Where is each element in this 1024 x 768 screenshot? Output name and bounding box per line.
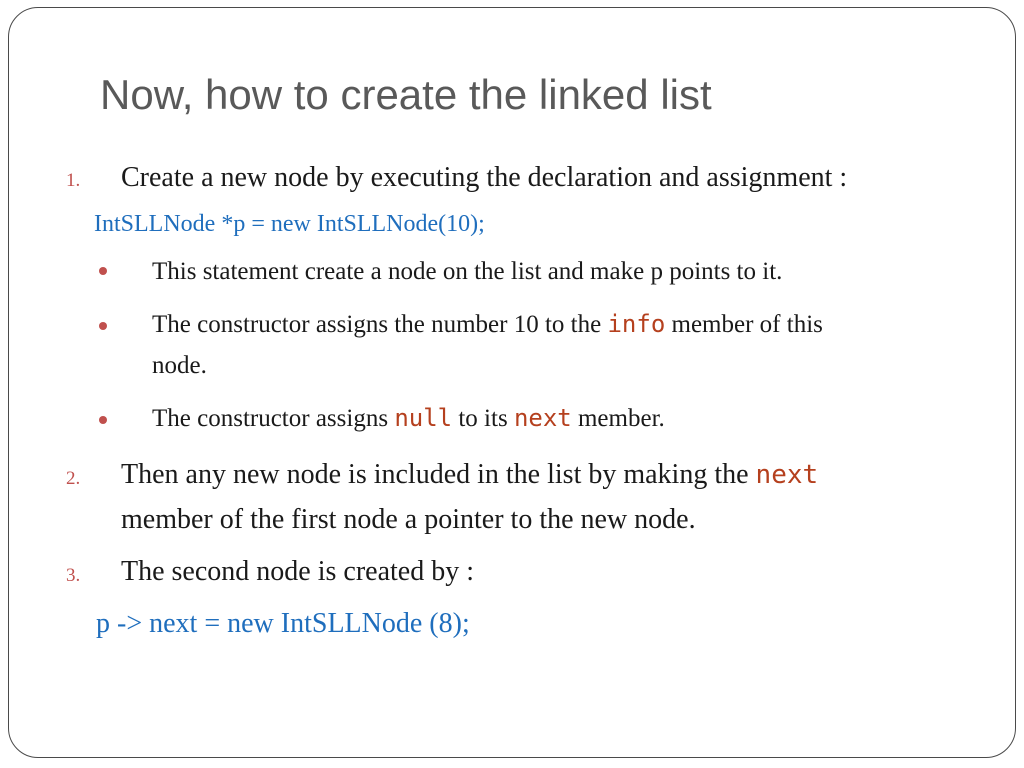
item-number-3: 3.: [66, 565, 81, 586]
keyword-next: next: [513, 404, 572, 432]
bullet-text-3-after: member.: [577, 405, 665, 432]
slide-title: Now, how to create the linked list: [100, 71, 712, 118]
keyword-next-2: next: [755, 460, 819, 490]
bullet-text-3: [152, 404, 665, 433]
code-line-1: IntSLLNode *p = new IntSLLNode(10);: [94, 211, 485, 237]
bullet-text-2-line1: [152, 310, 823, 339]
bullet-dot-3: [99, 416, 107, 424]
bullet-text-1: This statement create a node on the list and make p points to it.: [152, 258, 783, 285]
bullet-text-2-after: member of this: [671, 311, 823, 338]
item-number-1: 1.: [66, 170, 81, 191]
item-number-2: 2.: [66, 468, 81, 489]
item-text-2-before: Then any new node is included in the list by making the: [121, 459, 749, 490]
bullet-dot-2: [99, 322, 107, 330]
item-text-3: The second node is created by :: [121, 556, 474, 587]
item-text-2-line2: member of the first node a pointer to the new node.: [121, 504, 696, 535]
bullet-dot-1: [99, 267, 107, 275]
item-text-1: Create a new node by executing the declaration and assignment :: [121, 162, 848, 193]
bullet-text-3-before: The constructor assigns: [152, 405, 389, 432]
bullet-text-2-before: The constructor assigns the number 10 to the: [152, 311, 602, 338]
code-line-2: p -> next = new IntSLLNode (8);: [96, 608, 470, 639]
item-text-2-line1: [121, 459, 818, 491]
bullet-text-2-line2: node.: [152, 352, 207, 379]
keyword-null: null: [394, 404, 453, 432]
keyword-info: info: [607, 310, 666, 338]
bullet-text-3-middle: to its: [458, 405, 508, 432]
